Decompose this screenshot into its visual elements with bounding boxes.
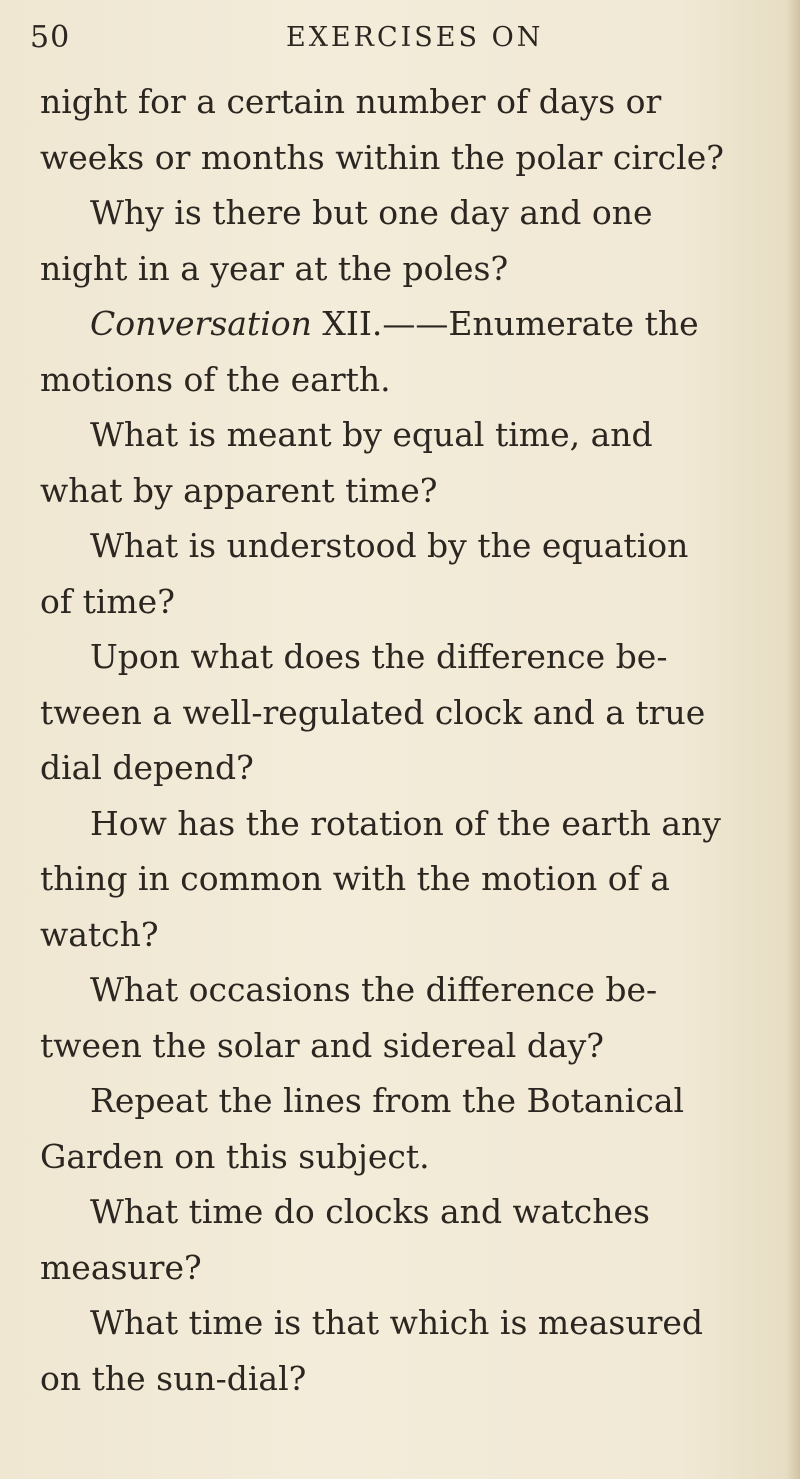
text-line-content: What occasions the difference be- bbox=[90, 970, 658, 1009]
text-line bbox=[40, 740, 768, 796]
text-line-content: What is meant by equal time, and bbox=[90, 415, 653, 454]
text-line bbox=[40, 185, 768, 241]
text-line bbox=[40, 518, 768, 574]
text-line-content: watch? bbox=[40, 914, 159, 954]
text-line bbox=[40, 74, 768, 130]
text-line-content: Repeat the lines from the Botanical bbox=[90, 1081, 685, 1120]
text-line-content: motions of the earth. bbox=[40, 359, 391, 399]
text-line bbox=[40, 463, 768, 519]
text-line bbox=[40, 962, 768, 1018]
text-line-content: XII.——Enumerate the bbox=[311, 304, 699, 343]
text-line bbox=[40, 796, 768, 852]
text-line bbox=[40, 907, 768, 963]
text-line-content: What is understood by the equation bbox=[90, 526, 689, 565]
page-number: 50 bbox=[30, 20, 71, 55]
text-line bbox=[40, 629, 768, 685]
text-line bbox=[40, 685, 768, 741]
text-line bbox=[40, 1240, 768, 1296]
text-line bbox=[40, 130, 768, 186]
text-line bbox=[40, 1295, 768, 1351]
text-line bbox=[40, 574, 768, 630]
text-line-content: dial depend? bbox=[40, 748, 254, 787]
text-line bbox=[40, 1129, 768, 1185]
page-header bbox=[30, 20, 770, 64]
text-line bbox=[40, 1351, 768, 1407]
text-line-content: weeks or months within the polar circle? bbox=[40, 137, 724, 177]
text-line-content: Upon what does the difference be- bbox=[90, 637, 668, 676]
text-line-content: thing in common with the motion of a bbox=[40, 859, 670, 898]
text-line-content: How has the rotation of the earth any bbox=[90, 803, 721, 843]
text-line bbox=[40, 407, 768, 463]
text-line-content: what by apparent time? bbox=[40, 470, 438, 510]
text-line-content: What time is that which is measured bbox=[90, 1303, 704, 1342]
text-line-content: Why is there but one day and one bbox=[90, 193, 653, 232]
page-edge-shadow bbox=[786, 0, 800, 1479]
text-line bbox=[40, 1184, 768, 1240]
running-head: EXERCISES ON bbox=[286, 22, 544, 53]
text-line-content: Garden on this subject. bbox=[40, 1136, 430, 1176]
text-line-content: tween the solar and sidereal day? bbox=[40, 1025, 604, 1065]
text-line-content: What time do clocks and watches bbox=[90, 1192, 650, 1231]
text-line-content: on the sun-dial? bbox=[40, 1358, 307, 1398]
text-line bbox=[40, 851, 768, 907]
text-line-content: night in a year at the poles? bbox=[40, 248, 509, 288]
text-line bbox=[40, 296, 768, 352]
text-line-content: of time? bbox=[40, 581, 175, 621]
text-line-content: measure? bbox=[40, 1247, 202, 1287]
text-line bbox=[40, 241, 768, 297]
text-line-content: tween a well-regulated clock and a true bbox=[40, 692, 706, 732]
text-line bbox=[40, 1073, 768, 1129]
text-line-content: night for a certain number of days or bbox=[40, 82, 662, 121]
body-text bbox=[40, 74, 768, 1406]
section-title: Conversation bbox=[90, 304, 312, 343]
text-line bbox=[40, 1018, 768, 1074]
text-line bbox=[40, 352, 768, 408]
